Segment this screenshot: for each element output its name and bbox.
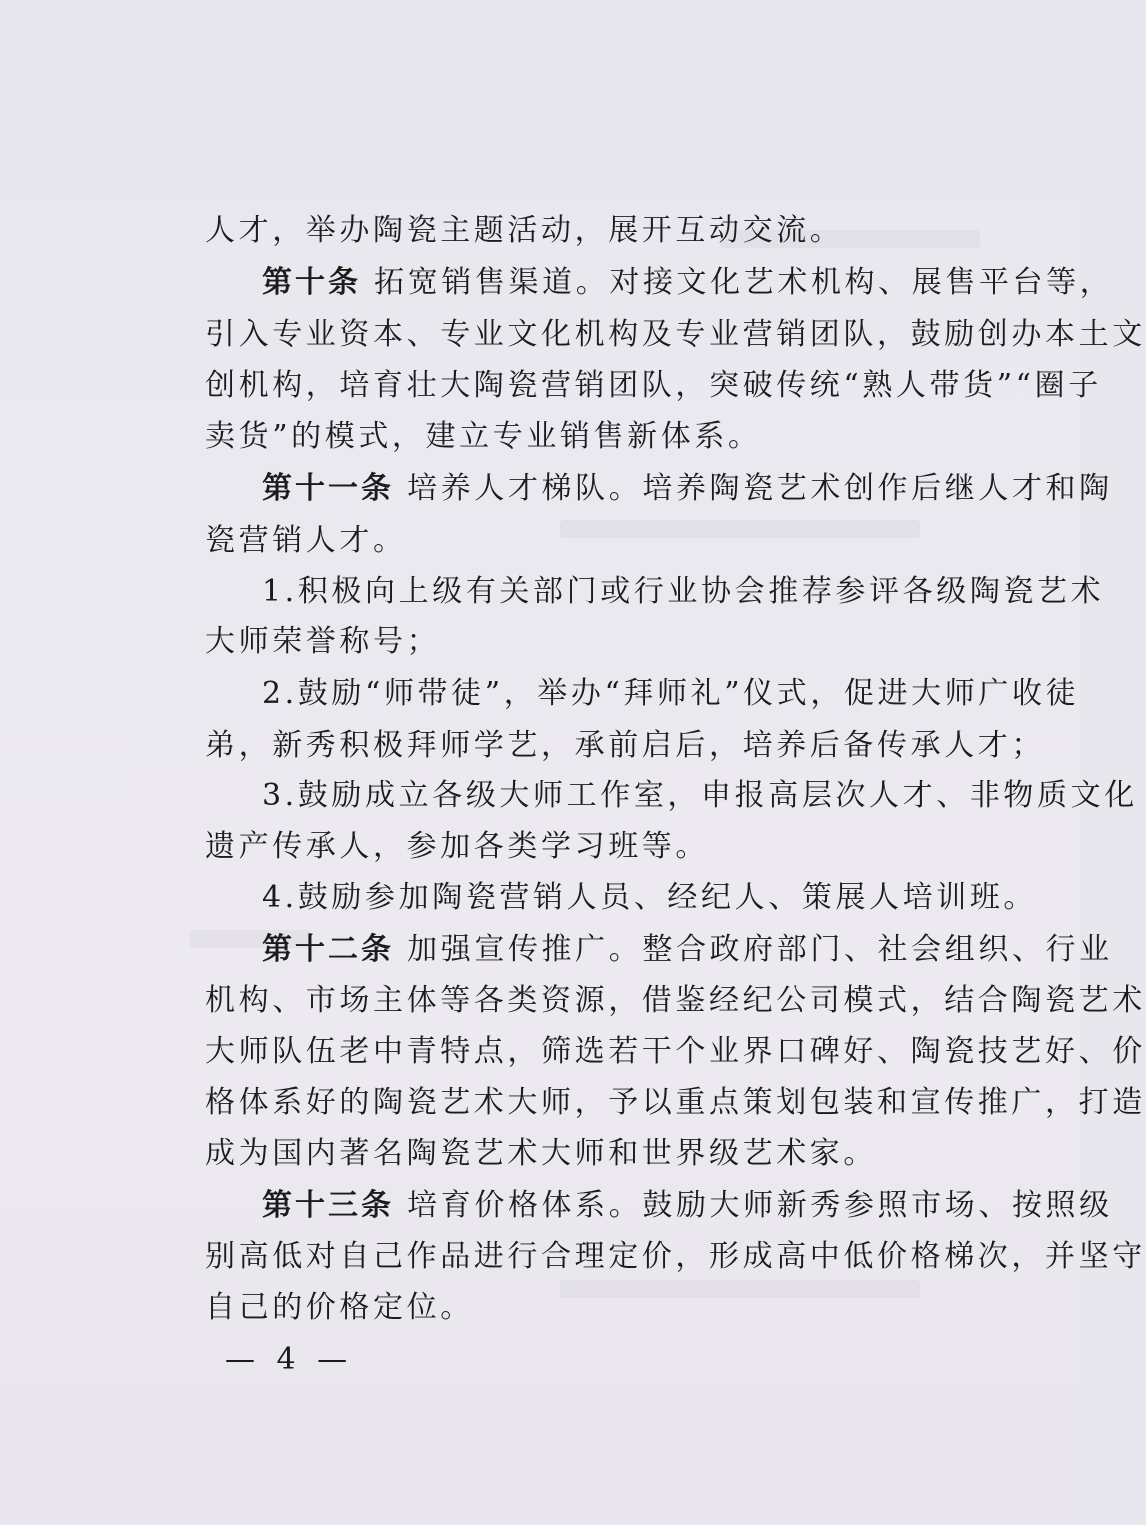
- article-10-line: [262, 257, 1114, 308]
- article-text: 培养人才梯队。培养陶瓷艺术创作后继人才和陶: [407, 471, 1113, 506]
- article-heading: 第十一条: [262, 471, 394, 506]
- body-line: 机构、市场主体等各类资源，借鉴经纪公司模式，结合陶瓷艺术: [205, 983, 1146, 1018]
- article-12-line: [262, 924, 1113, 975]
- list-item-3: 3.鼓励成立各级大师工作室，申报高层次人才、非物质文化: [262, 778, 1138, 813]
- body-line: 大师队伍老中青特点，筛选若干个业界口碑好、陶瓷技艺好、价: [205, 1034, 1146, 1069]
- list-item-2: 2.鼓励“师带徒”，举办“拜师礼”仪式，促进大师广收徒: [262, 676, 1080, 711]
- body-line: 引入专业资本、专业文化机构及专业营销团队，鼓励创办本土文: [205, 317, 1146, 352]
- article-heading: 第十三条: [262, 1188, 394, 1223]
- list-item-4: 4.鼓励参加陶瓷营销人员、经纪人、策展人培训班。: [262, 880, 1038, 915]
- body-line: 格体系好的陶瓷艺术大师，予以重点策划包装和宣传推广，打造: [205, 1085, 1146, 1120]
- article-text: 拓宽销售渠道。对接文化艺术机构、展售平台等，: [374, 265, 1114, 300]
- body-line: 瓷营销人才。: [205, 523, 407, 558]
- article-13-line: [262, 1180, 1113, 1231]
- body-line: 人才，举办陶瓷主题活动，展开互动交流。: [205, 213, 844, 248]
- article-heading: 第十二条: [262, 932, 394, 967]
- body-line: 成为国内著名陶瓷艺术大师和世界级艺术家。: [205, 1136, 877, 1171]
- body-line: 别高低对自己作品进行合理定价，形成高中低价格梯次，并坚守: [205, 1239, 1146, 1274]
- body-line: 创机构，培育壮大陶瓷营销团队，突破传统“熟人带货”“圈子: [205, 368, 1102, 403]
- article-text: 培育价格体系。鼓励大师新秀参照市场、按照级: [407, 1188, 1113, 1223]
- page-number: — 4 —: [225, 1342, 354, 1377]
- article-heading: 第十条: [262, 265, 361, 300]
- body-line: 大师荣誉称号；: [205, 624, 441, 659]
- body-line: 弟，新秀积极拜师学艺，承前启后，培养后备传承人才；: [205, 728, 1045, 763]
- body-line: 卖货”的模式，建立专业销售新体系。: [205, 419, 762, 454]
- article-text: 加强宣传推广。整合政府部门、社会组织、行业: [407, 932, 1113, 967]
- body-line: 遗产传承人，参加各类学习班等。: [205, 829, 709, 864]
- body-line: 自己的价格定位。: [205, 1290, 474, 1325]
- article-11-line: [262, 463, 1113, 514]
- list-item-1: 1.积极向上级有关部门或行业协会推荐参评各级陶瓷艺术: [262, 574, 1105, 609]
